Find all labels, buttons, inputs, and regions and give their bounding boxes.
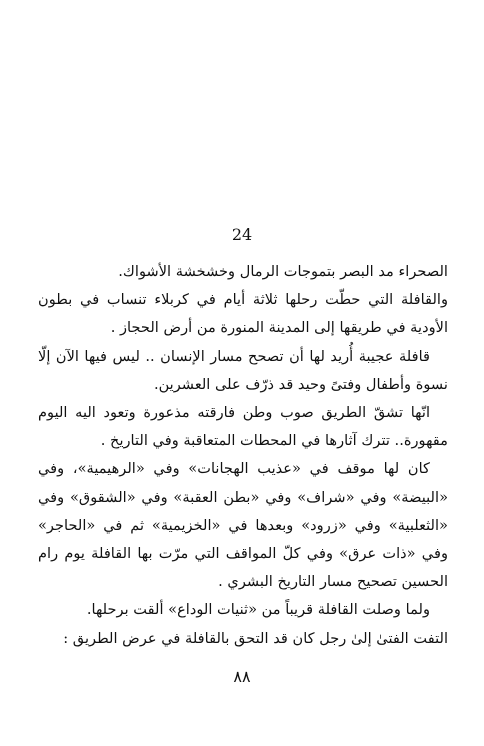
paragraph: قافلة عجيبة أُريد لها أن تصحح مسار الإنسان .. ليس فيها الآن إلّا نسوة وأطفال وفتىً وحيد قد ذرّف على العشرين. (38, 347, 448, 393)
paragraph: التفت الفتىٰ إلىٰ رجل كان قد التحق بالقافلة في عرض الطريق : (63, 629, 448, 647)
body-text (38, 258, 448, 653)
paragraph: والقافلة التي حطّت رحلها ثلاثة أيام في كربلاء تنساب في بطون الأودية في طريقها إلى المدينة المنورة من أرض الحجاز . (38, 291, 448, 337)
paragraph: ولما وصلت القافلة قريباً من «ثنيات الوداع» ألقت برحلها. (86, 601, 430, 619)
paragraph: كان لها موقف في «عذيب الهجانات» وفي «الرهيمية»، وفي «البيضة» وفي «شراف» وفي «بطن العقبة» وفي «الشقوق» وفي «الثعلبية» وفي «زرود» وبعدها في «الخزيمية» ثم في «الحاجر» وفي «ذات عرق» وفي كلّ المواقف التي مرّت بها القافلة يوم رام الحسين تصحيح مسار التاريخ البشري . (38, 460, 448, 591)
page-number: ٨٨ (233, 667, 251, 686)
chapter-number: 24 (231, 225, 253, 244)
paragraph: الصحراء مد البصر بتموجات الرمال وخشخشة الأشواك. (118, 263, 448, 280)
paragraph: انّها تشقّ الطريق صوب وطن فارقته مذعورة وتعود اليه اليوم مقهورة.. تترك آثارها في المحطات المتعاقبة وفي التاريخ . (38, 404, 448, 450)
